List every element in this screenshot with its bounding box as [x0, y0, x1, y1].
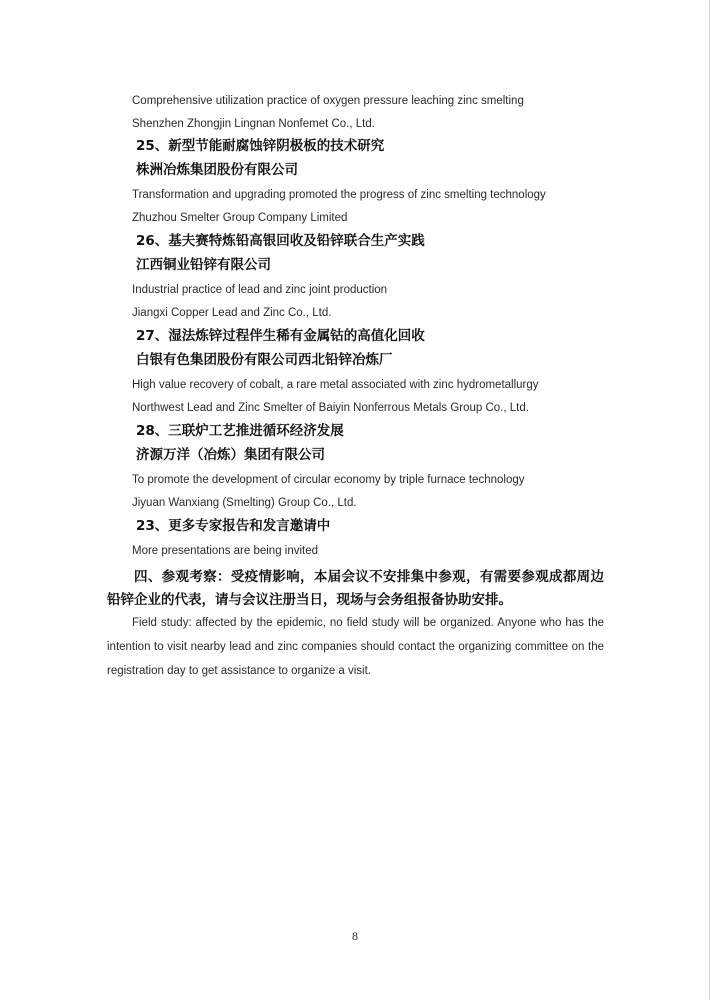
presentation-title-en: To promote the development of circular economy by triple furnace technology: [132, 474, 525, 486]
presentation-title-en: Comprehensive utilization practice of oxygen pressure leaching zinc smelting: [132, 95, 524, 107]
presentation-title-zh: 26、基夫赛特炼铅高银回收及铅锌联合生产实践: [136, 233, 425, 249]
company-name-en: Zhuzhou Smelter Group Company Limited: [132, 212, 348, 224]
field-study-paragraph-en: Field study: affected by the epidemic, no field study will be organized. Anyone who has the intention to visit nearby lead and zinc companies should contact the organizing committee on the registration day to get assistance to organize a visit.: [107, 617, 604, 677]
presentation-title-zh: 27、湿法炼锌过程伴生稀有金属钴的高值化回收: [136, 328, 425, 344]
presentation-title-en: Transformation and upgrading promoted the progress of zinc smelting technology: [132, 189, 546, 201]
company-name-en: Jiyuan Wanxiang (Smelting) Group Co., Ltd.: [132, 497, 357, 509]
page-number: 8: [352, 929, 358, 943]
company-name-zh: 白银有色集团股份有限公司西北铅锌冶炼厂: [136, 352, 393, 368]
company-name-zh: 江西铜业铅锌有限公司: [136, 257, 271, 273]
company-name-zh: 济源万洋（冶炼）集团有限公司: [136, 447, 325, 463]
presentation-title-zh: 23、更多专家报告和发言邀请中: [136, 518, 331, 534]
company-name-en: Shenzhen Zhongjin Lingnan Nonfemet Co., Ltd.: [132, 118, 375, 130]
field-study-paragraph-zh: 四、参观考察：受疫情影响，本届会议不安排集中参观，有需要参观成都周边铅锌企业的代表，请与会议注册当日，现场与会务组报备协助安排。: [107, 569, 604, 608]
presentation-title-zh: 25、新型节能耐腐蚀锌阴极板的技术研究: [136, 138, 385, 154]
presentation-title-zh: 28、三联炉工艺推进循环经济发展: [136, 423, 344, 439]
company-name-en: Jiangxi Copper Lead and Zinc Co., Ltd.: [132, 307, 332, 319]
presentation-title-en: High value recovery of cobalt, a rare metal associated with zinc hydrometallurgy: [132, 379, 539, 391]
presentation-title-en: More presentations are being invited: [132, 545, 319, 557]
company-name-en: Northwest Lead and Zinc Smelter of Baiyin Nonferrous Metals Group Co., Ltd.: [132, 402, 529, 414]
presentation-title-en: Industrial practice of lead and zinc joint production: [132, 284, 388, 296]
company-name-zh: 株洲冶炼集团股份有限公司: [136, 162, 298, 178]
